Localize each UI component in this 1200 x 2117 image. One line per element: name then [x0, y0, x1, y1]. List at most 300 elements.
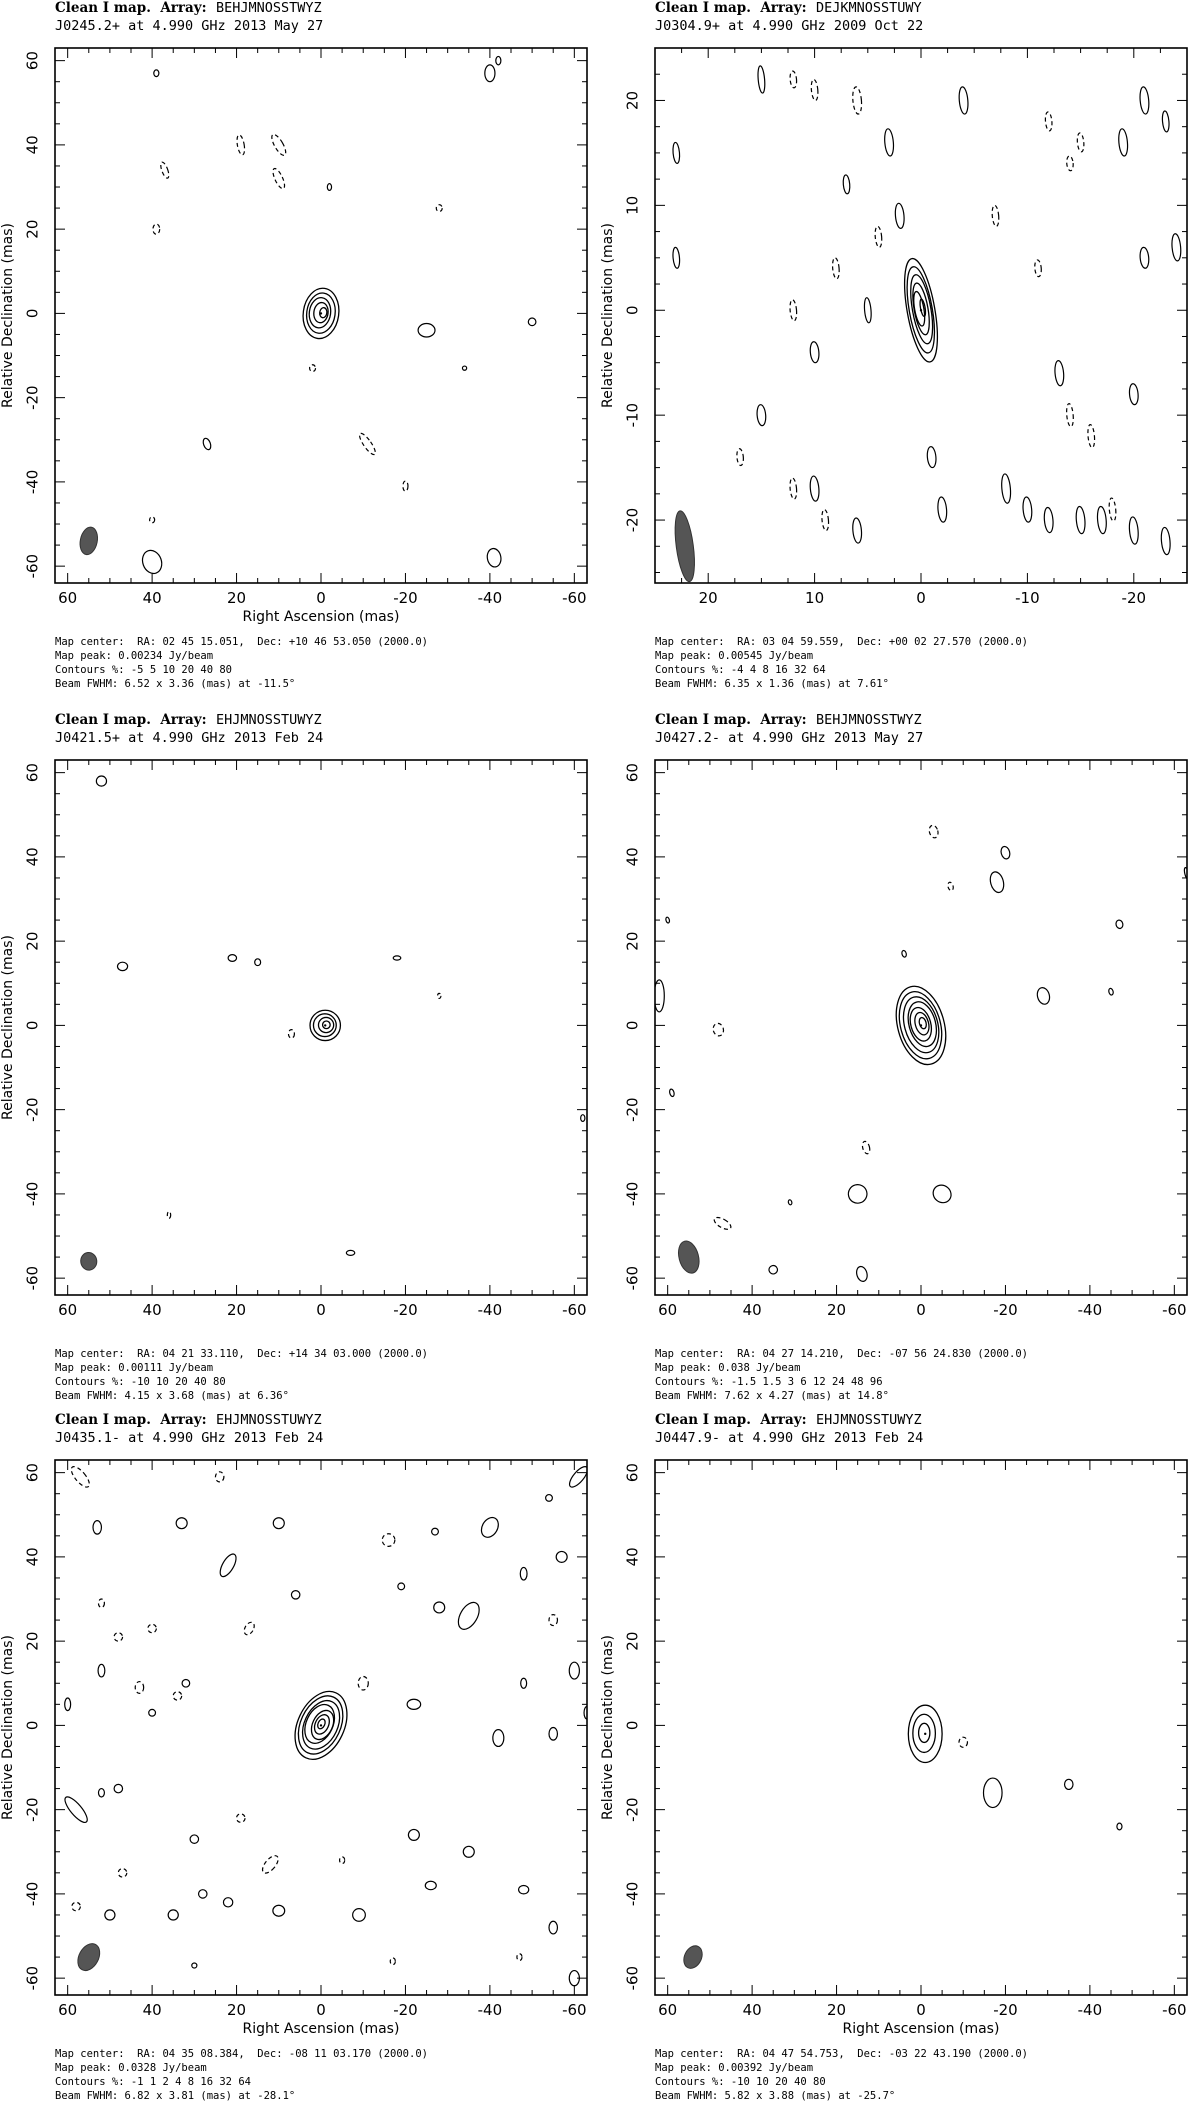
contour-plot	[0, 40, 600, 630]
y-axis-label: Relative Declination (mas)	[0, 223, 16, 408]
negative-contour	[358, 1677, 368, 1690]
map-title	[55, 1412, 322, 1428]
positive-contour	[168, 1910, 178, 1920]
core-peak	[920, 309, 922, 311]
positive-contour	[182, 1679, 190, 1687]
map-center: Map center: RA: 04 27 14.210, Dec: -07 56 24.830 (2000.0)	[655, 1348, 1028, 1360]
plot-frame	[55, 760, 587, 1295]
map-title-array-label: Array:	[760, 712, 816, 728]
y-tick-label: -40	[23, 1881, 42, 1907]
positive-contour	[463, 1846, 474, 1857]
positive-contour	[418, 324, 435, 337]
map-subtitle	[55, 730, 323, 746]
y-tick-label: -60	[623, 1265, 642, 1291]
negative-contour	[549, 1615, 557, 1626]
x-tick-label: 60	[58, 1301, 78, 1319]
positive-contour	[1171, 233, 1182, 261]
negative-contour	[1066, 403, 1074, 427]
positive-contour	[1160, 527, 1171, 555]
y-tick-label: -60	[23, 553, 42, 579]
map-title	[655, 712, 922, 728]
negative-contour	[135, 1682, 143, 1694]
freq-date: at 4.990 GHz 2013 Feb 24	[128, 1430, 324, 1446]
beam-ellipse	[73, 1940, 104, 1974]
positive-contour	[434, 1602, 445, 1613]
map-title-type: Clean I map.	[655, 0, 761, 16]
negative-contour	[357, 431, 378, 456]
map-footer	[655, 2047, 1028, 2103]
positive-contour	[1065, 1779, 1073, 1789]
core-peak	[924, 1733, 926, 1735]
y-tick-label: 0	[23, 1020, 42, 1031]
freq-date: at 4.990 GHz 2013 Feb 24	[728, 1430, 924, 1446]
x-tick-label: 60	[58, 589, 78, 607]
map-subtitle	[55, 18, 323, 34]
x-tick-label: 40	[142, 589, 162, 607]
x-tick-label: -20	[393, 589, 418, 607]
positive-contour	[432, 1528, 439, 1535]
negative-contour	[269, 133, 288, 158]
positive-contour	[202, 437, 212, 450]
x-tick-label: 20	[227, 2001, 247, 2019]
negative-contour	[118, 1869, 126, 1877]
x-tick-label: -40	[1077, 1301, 1103, 1319]
x-tick-label: 60	[658, 2001, 678, 2019]
contour-levels: Contours %: -10 10 20 40 80	[55, 1376, 226, 1388]
plot-frame	[655, 1460, 1187, 1995]
negative-contour	[1077, 133, 1085, 152]
positive-contour	[1139, 247, 1149, 269]
negative-contour	[68, 1464, 92, 1490]
negative-contour	[340, 1857, 345, 1864]
y-tick-label: 40	[23, 847, 42, 867]
positive-contour	[176, 1518, 187, 1529]
positive-contour	[1036, 986, 1052, 1005]
positive-contour	[1118, 128, 1129, 156]
source-name: J0447.9-	[655, 1430, 729, 1446]
x-tick-label: 0	[916, 2001, 926, 2019]
map-center: Map center: RA: 04 21 33.110, Dec: +14 34 03.000 (2000.0)	[55, 1348, 428, 1360]
map-panel-3	[0, 712, 600, 1417]
x-tick-label: -20	[993, 2001, 1018, 2019]
x-tick-label: 20	[227, 1301, 247, 1319]
y-tick-label: -10	[623, 402, 642, 428]
negative-contour	[173, 1692, 181, 1700]
map-center: Map center: RA: 02 45 15.051, Dec: +10 46 53.050 (2000.0)	[55, 636, 428, 648]
map-title-type: Clean I map.	[655, 712, 761, 728]
beam-ellipse	[78, 526, 100, 557]
map-footer	[55, 2047, 428, 2103]
map-title	[655, 1412, 922, 1428]
positive-contour	[407, 1699, 421, 1709]
positive-contour	[117, 962, 127, 970]
x-tick-label: 20	[827, 1301, 847, 1319]
contour-plot	[600, 1452, 1200, 2042]
source-name: J0421.5+	[55, 730, 129, 746]
map-subtitle	[655, 18, 923, 34]
negative-contour	[959, 1737, 967, 1747]
x-tick-label: 40	[742, 2001, 762, 2019]
positive-contour	[1108, 988, 1114, 996]
positive-contour	[788, 1199, 793, 1205]
freq-date: at 4.990 GHz 2013 Feb 24	[128, 730, 324, 746]
negative-contour	[438, 993, 441, 998]
positive-contour	[930, 1181, 955, 1206]
positive-contour	[809, 476, 820, 502]
x-tick-label: 0	[316, 2001, 326, 2019]
positive-contour	[581, 1115, 585, 1122]
y-tick-label: 0	[623, 305, 642, 316]
positive-contour	[1162, 111, 1170, 132]
negative-contour	[436, 205, 442, 212]
positive-contour	[672, 247, 680, 268]
map-footer	[55, 635, 428, 691]
negative-contour	[310, 365, 316, 372]
y-tick-label: 20	[23, 1631, 42, 1651]
negative-contour	[789, 71, 797, 88]
map-title-array: EHJMNOSSTUWYZ	[216, 1412, 322, 1428]
negative-contour	[114, 1633, 122, 1641]
positive-contour	[291, 1591, 299, 1599]
x-tick-label: -20	[1121, 589, 1147, 607]
core-peak	[320, 312, 322, 314]
negative-contour	[789, 478, 797, 499]
core-contour	[918, 1017, 927, 1030]
y-tick-label: 60	[23, 763, 42, 783]
positive-contour	[756, 404, 766, 426]
y-tick-label: -60	[23, 1265, 42, 1291]
map-title-array: BEHJMNOSSTWYZ	[816, 712, 922, 728]
y-tick-label: -20	[623, 507, 642, 533]
y-tick-label: 20	[23, 931, 42, 951]
x-tick-label: 20	[827, 2001, 847, 2019]
source-name: J0245.2+	[55, 18, 129, 34]
negative-contour	[821, 509, 829, 530]
positive-contour	[139, 548, 165, 577]
positive-contour	[528, 318, 536, 326]
negative-contour	[271, 167, 287, 190]
map-title-array: BEHJMNOSSTWYZ	[216, 0, 322, 16]
y-tick-label: 40	[23, 135, 42, 155]
positive-contour	[327, 184, 331, 191]
negative-contour	[789, 300, 797, 321]
positive-contour	[485, 65, 495, 82]
map-title-type: Clean I map.	[55, 0, 161, 16]
map-center: Map center: RA: 03 04 59.559, Dec: +00 02 27.570 (2000.0)	[655, 636, 1028, 648]
core-contour	[913, 1714, 936, 1752]
y-tick-label: -20	[623, 1797, 642, 1822]
y-tick-label: 0	[623, 1020, 642, 1031]
map-center: Map center: RA: 04 47 54.753, Dec: -03 22 43.190 (2000.0)	[655, 2048, 1028, 2060]
positive-contour	[843, 175, 851, 194]
y-tick-label: 20	[623, 931, 642, 951]
y-tick-label: -60	[23, 1965, 42, 1991]
core-contour	[323, 1021, 331, 1029]
positive-contour	[273, 1518, 284, 1529]
positive-contour	[1129, 383, 1139, 405]
beam-ellipse	[680, 1943, 705, 1972]
y-tick-label: 40	[23, 1547, 42, 1567]
negative-contour	[150, 517, 155, 523]
positive-contour	[96, 776, 106, 786]
positive-contour	[486, 547, 503, 568]
freq-date: at 4.990 GHz 2013 May 27	[728, 730, 924, 746]
positive-contour	[408, 1829, 419, 1840]
x-tick-label: 10	[805, 589, 825, 607]
x-tick-label: 40	[742, 1301, 762, 1319]
y-tick-label: -40	[623, 1881, 642, 1907]
x-tick-label: 40	[142, 2001, 162, 2019]
map-panel-6	[600, 1412, 1200, 2117]
positive-contour	[884, 128, 895, 156]
x-tick-label: -60	[1162, 2001, 1187, 2019]
positive-contour	[809, 341, 819, 363]
positive-contour	[192, 1963, 197, 1968]
contour-levels: Contours %: -1 1 2 4 8 16 32 64	[55, 2076, 251, 2088]
map-title-array-label: Array:	[760, 0, 816, 16]
y-tick-label: -40	[623, 1181, 642, 1207]
negative-contour	[947, 882, 954, 891]
positive-contour	[1115, 919, 1124, 929]
plot-frame	[55, 1460, 587, 1995]
positive-contour	[228, 955, 236, 962]
map-panel-1	[0, 0, 600, 705]
positive-contour	[462, 366, 466, 370]
x-tick-label: 20	[227, 589, 247, 607]
map-center: Map center: RA: 04 35 08.384, Dec: -08 11 03.170 (2000.0)	[55, 2048, 428, 2060]
y-tick-label: 0	[23, 1720, 42, 1731]
positive-contour	[672, 142, 680, 163]
positive-contour	[988, 870, 1006, 894]
y-tick-label: 20	[23, 219, 42, 239]
map-peak: Map peak: 0.0328 Jy/beam	[55, 2062, 207, 2074]
positive-contour	[519, 1885, 529, 1893]
negative-contour	[403, 481, 408, 491]
x-tick-label: -40	[477, 589, 503, 607]
x-tick-label: -20	[393, 1301, 418, 1319]
negative-contour	[852, 86, 863, 114]
negative-contour	[991, 205, 999, 226]
positive-contour	[393, 956, 401, 960]
negative-contour	[1066, 156, 1074, 171]
y-tick-label: -20	[623, 1097, 642, 1122]
x-tick-label: -10	[1015, 589, 1040, 607]
y-axis-label: Relative Declination (mas)	[0, 935, 16, 1120]
beam-fwhm: Beam FWHM: 7.62 x 4.27 (mas) at 14.8°	[655, 1390, 889, 1402]
core-contour	[316, 1718, 326, 1730]
positive-contour	[937, 497, 948, 523]
beam-ellipse	[80, 1252, 98, 1271]
contour-levels: Contours %: -1.5 1.5 3 6 12 24 48 96	[655, 1376, 883, 1388]
map-title	[655, 0, 922, 16]
y-axis-label: Relative Declination (mas)	[0, 1635, 16, 1820]
y-tick-label: 60	[23, 51, 42, 71]
positive-contour	[1054, 360, 1065, 386]
x-tick-label: -40	[1077, 2001, 1103, 2019]
map-title-array-label: Array:	[160, 0, 216, 16]
y-tick-label: -40	[23, 469, 42, 495]
x-tick-label: 0	[916, 589, 926, 607]
core-peak	[920, 1024, 922, 1026]
map-footer	[655, 1347, 1028, 1403]
positive-contour	[864, 297, 873, 323]
negative-contour	[811, 79, 819, 100]
positive-contour	[217, 1552, 239, 1579]
map-peak: Map peak: 0.00234 Jy/beam	[55, 650, 214, 662]
positive-contour	[105, 1910, 115, 1920]
positive-contour	[768, 1265, 778, 1275]
positive-contour	[199, 1890, 207, 1898]
map-subtitle	[655, 1430, 923, 1446]
positive-contour	[223, 1898, 232, 1907]
positive-contour	[353, 1909, 366, 1922]
positive-contour	[665, 917, 670, 924]
positive-contour	[454, 1599, 483, 1633]
negative-contour	[832, 258, 840, 279]
positive-contour	[425, 1881, 436, 1889]
beam-fwhm: Beam FWHM: 4.15 x 3.68 (mas) at 6.36°	[55, 1390, 289, 1402]
negative-contour	[98, 1599, 104, 1607]
positive-contour	[549, 1921, 557, 1934]
y-tick-label: -20	[23, 1097, 42, 1122]
positive-contour	[855, 1265, 869, 1282]
y-tick-label: 0	[23, 308, 42, 319]
positive-contour	[255, 959, 261, 966]
y-axis-label: Relative Declination (mas)	[600, 223, 616, 408]
positive-contour	[757, 66, 766, 94]
x-tick-label: -60	[562, 2001, 587, 2019]
map-peak: Map peak: 0.038 Jy/beam	[655, 1362, 801, 1374]
positive-contour	[62, 1794, 91, 1826]
y-tick-label: -20	[23, 385, 42, 410]
negative-contour	[874, 226, 882, 247]
map-title	[55, 0, 322, 16]
core-contour	[904, 999, 941, 1050]
map-panel-5	[0, 1412, 600, 2117]
x-tick-label: 0	[316, 589, 326, 607]
negative-contour	[712, 1022, 725, 1037]
x-tick-label: 60	[58, 2001, 78, 2019]
freq-date: at 4.990 GHz 2013 May 27	[128, 18, 324, 34]
positive-contour	[93, 1521, 101, 1534]
positive-contour	[273, 1905, 285, 1916]
positive-contour	[1139, 86, 1150, 114]
positive-contour	[669, 1089, 675, 1097]
contour-plot	[600, 752, 1200, 1342]
negative-contour	[215, 1472, 223, 1482]
core-contour	[913, 1011, 932, 1037]
y-tick-label: 10	[623, 195, 642, 215]
positive-contour	[569, 1662, 579, 1679]
x-tick-label: -60	[562, 1301, 587, 1319]
negative-contour	[153, 224, 160, 234]
positive-contour	[520, 1567, 527, 1580]
core-peak	[320, 1724, 322, 1726]
y-tick-label: 60	[23, 1463, 42, 1483]
negative-contour	[288, 1030, 294, 1038]
positive-contour	[496, 56, 501, 64]
contour-plot	[0, 1452, 600, 2042]
map-title	[55, 712, 322, 728]
y-tick-label: 60	[623, 1463, 642, 1483]
negative-contour	[148, 1624, 156, 1632]
y-tick-label: 40	[623, 1547, 642, 1567]
negative-contour	[72, 1902, 80, 1910]
map-title-type: Clean I map.	[55, 712, 161, 728]
map-title-array: DEJKMNOSSTUWY	[816, 0, 922, 16]
y-tick-label: 60	[623, 763, 642, 783]
beam-fwhm: Beam FWHM: 6.52 x 3.36 (mas) at -11.5°	[55, 678, 296, 690]
x-tick-label: -20	[393, 2001, 418, 2019]
map-title-type: Clean I map.	[655, 1412, 761, 1428]
negative-contour	[1045, 112, 1053, 131]
x-tick-label: -60	[562, 589, 587, 607]
x-axis-label: Right Ascension (mas)	[842, 2021, 1000, 2037]
negative-contour	[236, 134, 246, 155]
x-axis-label: Right Ascension (mas)	[242, 2021, 400, 2037]
positive-contour	[1117, 1823, 1122, 1830]
positive-contour	[846, 1183, 869, 1206]
beam-ellipse	[675, 1239, 702, 1276]
negative-contour	[390, 1958, 395, 1965]
positive-contour	[398, 1583, 405, 1590]
beam-fwhm: Beam FWHM: 5.82 x 3.88 (mas) at -25.7°	[655, 2090, 896, 2102]
x-tick-label: 20	[698, 589, 718, 607]
x-tick-label: -20	[993, 1301, 1018, 1319]
x-tick-label: 0	[916, 1301, 926, 1319]
negative-contour	[382, 1534, 395, 1547]
freq-date: at 4.990 GHz 2009 Oct 22	[728, 18, 924, 34]
x-tick-label: -60	[1162, 1301, 1187, 1319]
x-tick-label: 0	[316, 1301, 326, 1319]
positive-contour	[549, 1728, 557, 1741]
positive-contour	[546, 1495, 553, 1502]
positive-contour	[493, 1730, 504, 1747]
negative-contour	[167, 1212, 170, 1219]
negative-contour	[1034, 260, 1042, 277]
x-tick-label: 60	[658, 1301, 678, 1319]
positive-contour	[65, 1698, 71, 1711]
negative-contour	[260, 1853, 281, 1876]
map-panel-2	[600, 0, 1200, 705]
positive-contour	[346, 1250, 354, 1255]
contour-plot	[0, 752, 600, 1342]
source-name: J0427.2-	[655, 730, 729, 746]
negative-contour	[736, 448, 744, 465]
map-footer	[55, 1347, 428, 1403]
map-footer	[655, 635, 1028, 691]
plot-frame	[55, 48, 587, 583]
positive-contour	[521, 1678, 527, 1688]
positive-contour	[852, 518, 863, 544]
negative-contour	[517, 1954, 522, 1961]
contour-levels: Contours %: -10 10 20 40 80	[655, 2076, 826, 2088]
positive-contour	[1075, 506, 1086, 534]
negative-contour	[1087, 424, 1095, 448]
negative-contour	[928, 824, 939, 838]
y-tick-label: 40	[623, 847, 642, 867]
map-peak: Map peak: 0.00545 Jy/beam	[655, 650, 814, 662]
x-tick-label: -40	[477, 1301, 503, 1319]
negative-contour	[237, 1814, 245, 1822]
x-tick-label: -40	[477, 2001, 503, 2019]
positive-contour	[1043, 507, 1054, 533]
contour-levels: Contours %: -4 4 8 16 32 64	[655, 664, 826, 676]
source-name: J0435.1-	[55, 1430, 129, 1446]
y-tick-label: 0	[623, 1720, 642, 1731]
positive-contour	[983, 1778, 1002, 1807]
plot-frame	[655, 48, 1187, 583]
